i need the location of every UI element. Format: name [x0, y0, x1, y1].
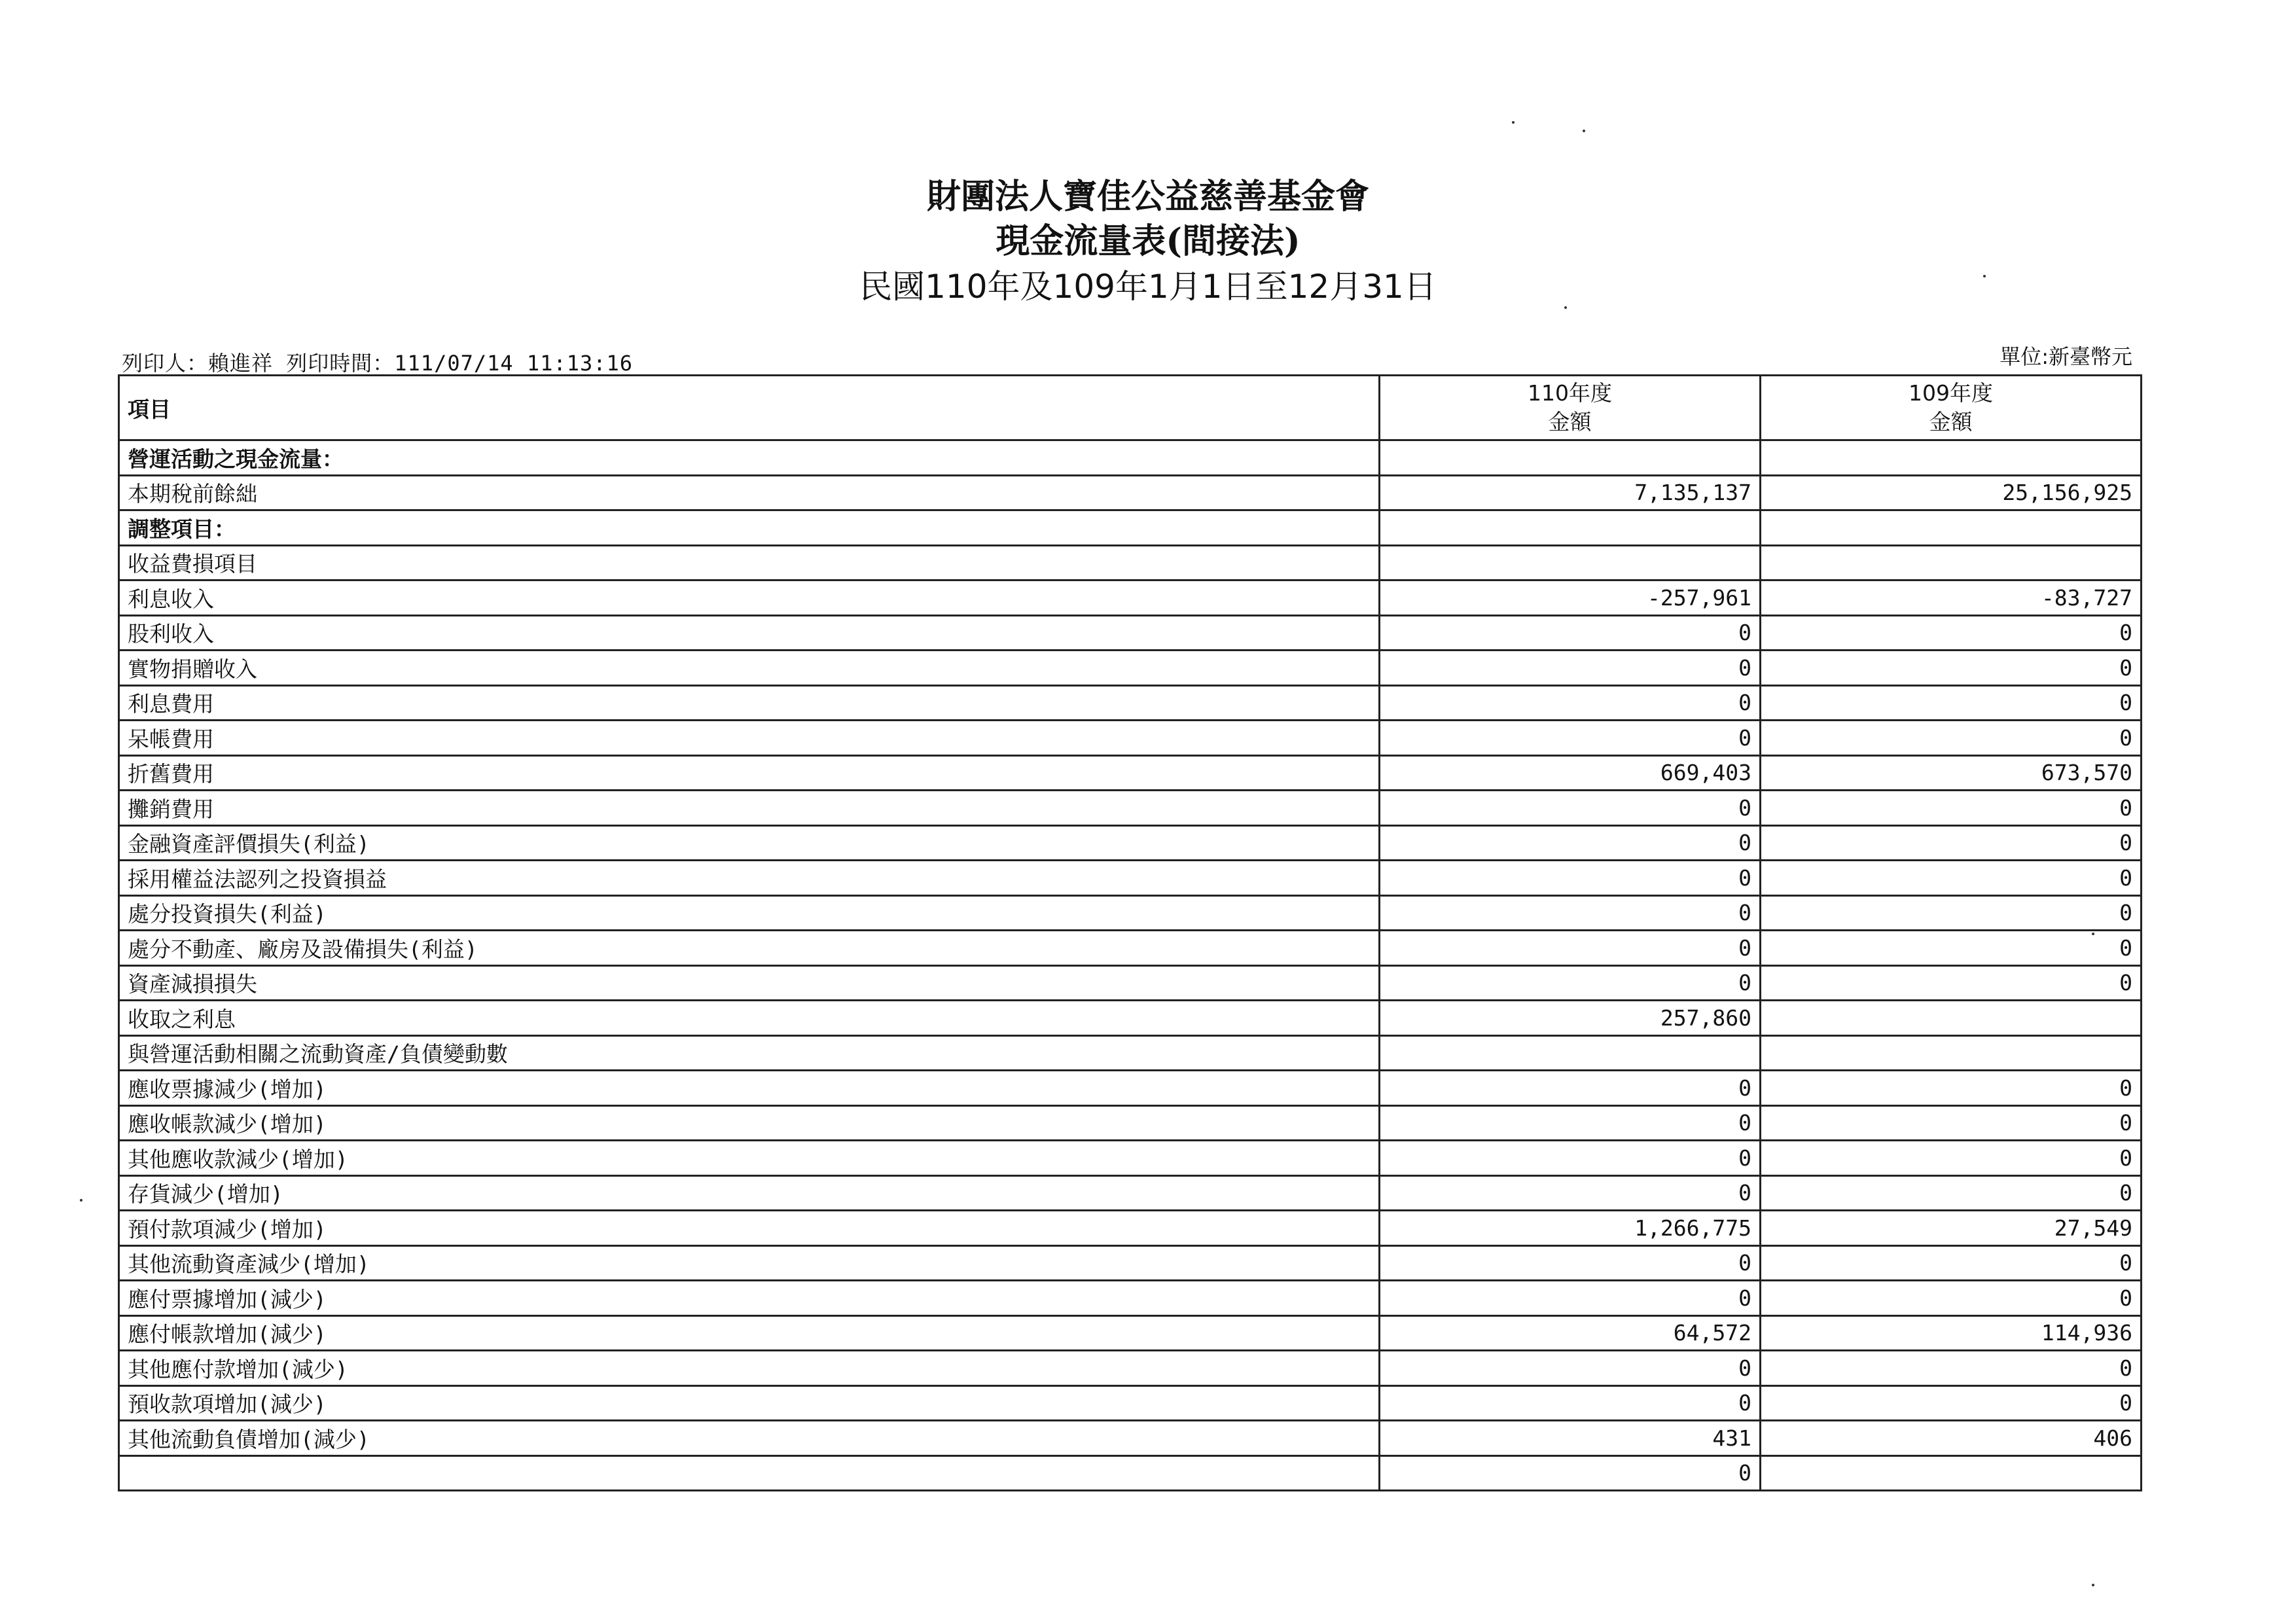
item-column-header: 項目: [119, 376, 1380, 440]
row-label: 應付票據增加(減少): [119, 1281, 1380, 1316]
row-label: 處分不動產、廠房及設備損失(利益): [119, 931, 1380, 966]
table-row: [119, 1351, 2142, 1386]
row-label: 處分投資損失(利益): [119, 895, 1380, 931]
amount-110: 64,572: [1380, 1315, 1761, 1351]
row-label: 攤銷費用: [119, 791, 1380, 826]
table-row: [119, 651, 2142, 686]
amount-110: 0: [1380, 615, 1761, 651]
amount-110: [1380, 440, 1761, 476]
amount-110: 0: [1380, 1141, 1761, 1176]
row-label: 呆帳費用: [119, 721, 1380, 756]
table-row: [119, 1105, 2142, 1141]
amount-109: [1761, 545, 2142, 580]
row-label: 其他流動資產減少(增加): [119, 1245, 1380, 1281]
row-label: 預收款項增加(減少): [119, 1385, 1380, 1421]
year-109-label: 109年度: [1909, 380, 1993, 406]
amount-110: 0: [1380, 1455, 1761, 1491]
amount-109: 0: [1761, 931, 2142, 966]
table-row: [119, 615, 2142, 651]
amount-109: 0: [1761, 861, 2142, 896]
amount-110: 0: [1380, 1071, 1761, 1106]
row-label: 其他應付款增加(減少): [119, 1351, 1380, 1386]
row-label: 預付款項減少(增加): [119, 1211, 1380, 1246]
amount-110: [1380, 1035, 1761, 1071]
row-label: 資產減損損失: [119, 965, 1380, 1001]
row-label: 金融資產評價損失(利益): [119, 825, 1380, 861]
amount-109: 0: [1761, 685, 2142, 721]
amount-109: [1761, 1001, 2142, 1036]
organization-title: 財團法人寶佳公益慈善基金會: [926, 177, 1369, 217]
amount-110: 0: [1380, 931, 1761, 966]
amount-110: 0: [1380, 1105, 1761, 1141]
row-label: 折舊費用: [119, 755, 1380, 791]
table-row: [119, 580, 2142, 616]
row-label: 應付帳款增加(減少): [119, 1315, 1380, 1351]
amount-109: 27,549: [1761, 1211, 2142, 1246]
amount-110: 257,860: [1380, 1001, 1761, 1036]
statement-title: 現金流量表(間接法): [996, 221, 1300, 261]
amount-109: 0: [1761, 1141, 2142, 1176]
scan-speck: [80, 1199, 82, 1202]
currency-unit: 單位:新臺幣元: [2000, 344, 2132, 369]
row-label: 應收票據減少(增加): [119, 1071, 1380, 1106]
amount-110: 0: [1380, 651, 1761, 686]
amount-109: 0: [1761, 791, 2142, 826]
amount-109: [1761, 1035, 2142, 1071]
table-row: [119, 1455, 2142, 1491]
scan-speck: [1983, 275, 1986, 277]
table-row: [119, 1141, 2142, 1176]
row-label: 存貨減少(增加): [119, 1175, 1380, 1211]
table-row: [119, 545, 2142, 580]
amount-109: 673,570: [1761, 755, 2142, 791]
row-label: 採用權益法認列之投資損益: [119, 861, 1380, 896]
amount-109: [1761, 440, 2142, 476]
table-row: [119, 1035, 2142, 1071]
table-row: [119, 931, 2142, 966]
scan-speck: [2092, 933, 2094, 935]
amount-109: 0: [1761, 1071, 2142, 1106]
amount-110: 0: [1380, 965, 1761, 1001]
amount-109: 0: [1761, 1175, 2142, 1211]
row-label: [119, 1455, 1380, 1491]
row-label: 利息收入: [119, 580, 1380, 616]
row-label: 其他應收款減少(增加): [119, 1141, 1380, 1176]
amount-109: -83,727: [1761, 580, 2142, 616]
table-row: [119, 1281, 2142, 1316]
table-row: [119, 825, 2142, 861]
amount-109: 0: [1761, 615, 2142, 651]
table-row: [119, 1245, 2142, 1281]
table-row: [119, 440, 2142, 476]
amount-110: 0: [1380, 721, 1761, 756]
amount-109: 0: [1761, 1281, 2142, 1316]
table-row: [119, 721, 2142, 756]
scan-speck: [1564, 306, 1567, 309]
year-110-label: 110年度: [1528, 380, 1612, 406]
row-label: 實物捐贈收入: [119, 651, 1380, 686]
scan-speck: [2092, 1584, 2094, 1586]
amount-109: 0: [1761, 825, 2142, 861]
amount-110: 0: [1380, 1385, 1761, 1421]
amount-109: 0: [1761, 1105, 2142, 1141]
table-row: [119, 1001, 2142, 1036]
table-row: [119, 895, 2142, 931]
table-row: [119, 1175, 2142, 1211]
row-label: 收益費損項目: [119, 545, 1380, 580]
printer-info: 列印人：賴進祥 列印時間：111/07/14 11:13:16: [122, 351, 634, 376]
cash-flow-table: [118, 374, 2142, 1491]
amount-110: 669,403: [1380, 755, 1761, 791]
table-row: [119, 965, 2142, 1001]
year-110-column-header: [1380, 376, 1761, 440]
amount-110: 0: [1380, 1175, 1761, 1211]
amount-110: [1380, 510, 1761, 546]
amount-109: [1761, 510, 2142, 546]
amount-109: 0: [1761, 895, 2142, 931]
amount-110: -257,961: [1380, 580, 1761, 616]
amount-110: 0: [1380, 791, 1761, 826]
table-row: [119, 791, 2142, 826]
row-label: 股利收入: [119, 615, 1380, 651]
amount-label: 金額: [1929, 409, 1973, 435]
amount-109: 0: [1761, 1245, 2142, 1281]
table-row: [119, 1315, 2142, 1351]
amount-110: 0: [1380, 861, 1761, 896]
statement-period: 民國110年及109年1月1日至12月31日: [859, 268, 1437, 306]
amount-110: 0: [1380, 1281, 1761, 1316]
amount-109: 0: [1761, 651, 2142, 686]
amount-109: 406: [1761, 1421, 2142, 1456]
amount-110: 0: [1380, 895, 1761, 931]
row-label: 本期稅前餘絀: [119, 475, 1380, 510]
table-row: [119, 1211, 2142, 1246]
row-label: 利息費用: [119, 685, 1380, 721]
table-row: [119, 861, 2142, 896]
amount-110: [1380, 545, 1761, 580]
table-row: [119, 1071, 2142, 1106]
amount-109: 0: [1761, 1385, 2142, 1421]
amount-110: 7,135,137: [1380, 475, 1761, 510]
amount-109: 25,156,925: [1761, 475, 2142, 510]
amount-109: 0: [1761, 965, 2142, 1001]
row-label: 應收帳款減少(增加): [119, 1105, 1380, 1141]
amount-110: 0: [1380, 1351, 1761, 1386]
table-row: [119, 1421, 2142, 1456]
row-label: 與營運活動相關之流動資產/負債變動數: [119, 1035, 1380, 1071]
scan-speck: [1583, 130, 1585, 132]
amount-109: 0: [1761, 1351, 2142, 1386]
amount-110: 1,266,775: [1380, 1211, 1761, 1246]
amount-109: [1761, 1455, 2142, 1491]
table-row: [119, 510, 2142, 546]
amount-label: 金額: [1548, 409, 1592, 435]
year-109-column-header: [1761, 376, 2142, 440]
amount-109: 0: [1761, 721, 2142, 756]
amount-110: 0: [1380, 685, 1761, 721]
amount-109: 114,936: [1761, 1315, 2142, 1351]
table-row: [119, 755, 2142, 791]
table-row: [119, 1385, 2142, 1421]
row-label: 其他流動負債增加(減少): [119, 1421, 1380, 1456]
scan-speck: [1512, 121, 1515, 124]
table-header-row: [119, 376, 2142, 440]
amount-110: 0: [1380, 825, 1761, 861]
row-label: 調整項目：: [119, 510, 1380, 546]
amount-110: 0: [1380, 1245, 1761, 1281]
table-row: [119, 475, 2142, 510]
amount-110: 431: [1380, 1421, 1761, 1456]
row-label: 收取之利息: [119, 1001, 1380, 1036]
row-label: 營運活動之現金流量：: [119, 440, 1380, 476]
table-row: [119, 685, 2142, 721]
